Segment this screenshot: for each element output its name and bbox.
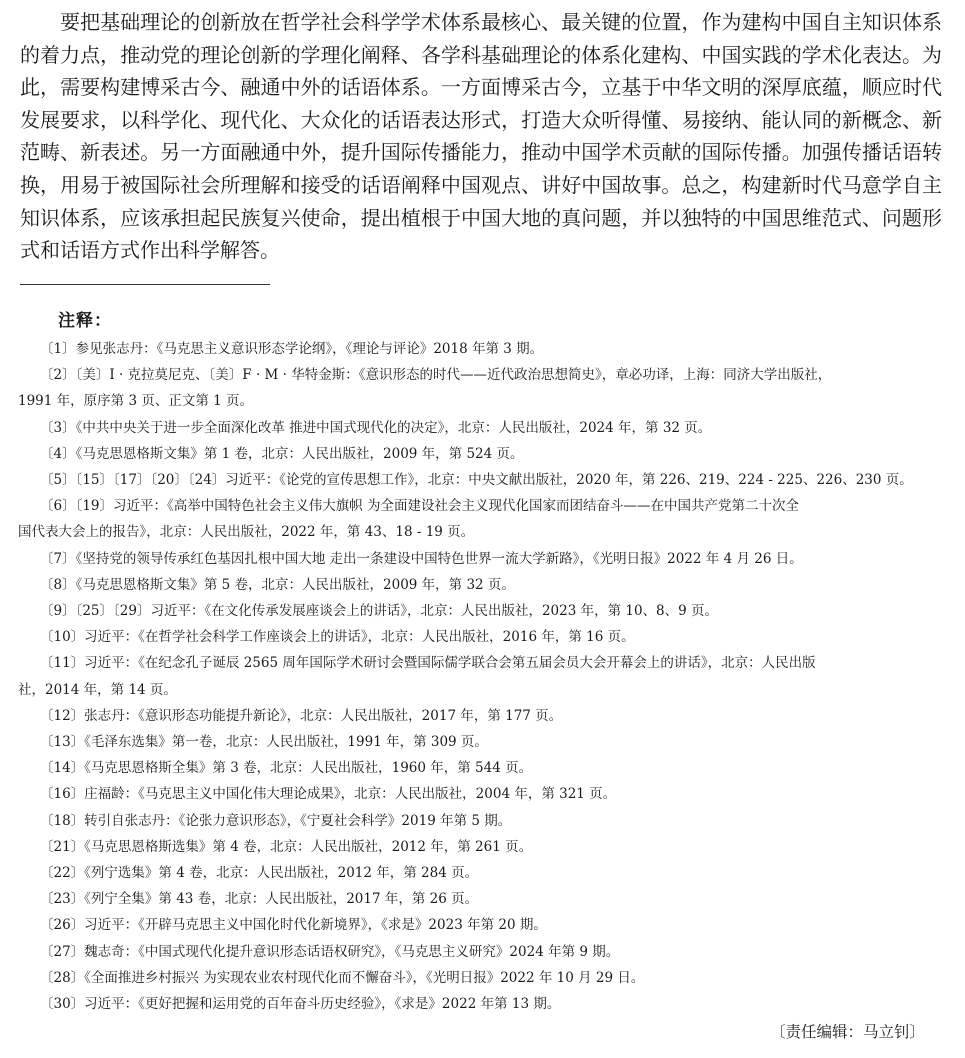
footnote-text: 〔14〕《马克思恩格斯全集》第 3 卷，北京：人民出版社，1960 年，第 544 页。: [40, 760, 533, 777]
footnote-item: [18, 598, 928, 624]
footnote-continuation: 1991 年，原序第 3 页、正文第 1 页。: [18, 393, 253, 410]
footnote-text: 〔3〕《中共中央关于进一步全面深化改革 推进中国式现代化的决定》，北京：人民出版社，2024 年，第 32 页。: [40, 419, 712, 436]
footnote-item: [18, 886, 928, 912]
footnote-item: [18, 860, 928, 886]
footnote-text: 〔4〕《马克思恩格斯文集》第 1 卷，北京：人民出版社，2009 年，第 524 页。: [40, 445, 524, 462]
footnote-text: 〔18〕转引自张志丹：《论张力意识形态》，《宁夏社会科学》2019 年第 5 期。: [40, 812, 512, 829]
footnote-item: [18, 755, 928, 781]
footnote-item: [18, 362, 928, 414]
footnote-item: [18, 939, 928, 965]
footnote-text: 〔30〕习近平：《更好把握和运用党的百年奋斗历史经验》，《求是》2022 年第 13 期。: [40, 996, 561, 1013]
footnote-text: 〔11〕习近平：《在纪念孔子诞辰 2565 周年国际学术研讨会暨国际儒学联合会第五届会员大会开幕会上的讲话》，北京：人民出版: [40, 655, 816, 672]
footnote-item: [18, 336, 928, 362]
body-text: [20, 6, 942, 267]
footnote-item: [18, 834, 928, 860]
footnote-text: 〔10〕习近平：《在哲学社会科学工作座谈会上的讲话》，北京：人民出版社，2016 年，第 16 页。: [40, 629, 635, 646]
footnote-text: 〔1〕参见张志丹：《马克思主义意识形态学论纲》，《理论与评论》2018 年第 3 期。: [40, 341, 544, 357]
footnote-text: 〔12〕张志丹：《意识形态功能提升新论》，北京：人民出版社，2017 年，第 177 页。: [40, 707, 563, 724]
footnote-item: [18, 781, 928, 807]
footnote-continuation: 国代表大会上的报告》，北京：人民出版社，2022 年，第 43、18 - 19 页。: [18, 524, 475, 541]
footnote-text: 〔21〕《马克思恩格斯选集》第 4 卷，北京：人民出版社，2012 年，第 261 页。: [40, 838, 533, 855]
footnote-item: [18, 703, 928, 729]
footnote-text: 〔16〕庄福龄：《马克思主义中国化伟大理论成果》，北京：人民出版社，2004 年，第 321 页。: [40, 786, 617, 803]
footnote-text: 〔28〕《全面推进乡村振兴 为实现农业农村现代化而不懈奋斗》，《光明日报》2022 年 10 月 29 日。: [40, 969, 645, 986]
footnote-item: [18, 572, 928, 598]
notes-list: [18, 336, 928, 1017]
footnote-item: [18, 965, 928, 991]
footnote-item: [18, 441, 928, 467]
notes-title: 注释：: [58, 311, 112, 331]
footnote-item: [18, 546, 928, 572]
footnote-item: [18, 467, 928, 493]
footnote-item: [18, 624, 928, 650]
footnote-item: [18, 808, 928, 834]
footnote-text: 〔7〕《坚持党的领导传承红色基因扎根中国大地 走出一条建设中国特色世界一流大学新路》，《光明日报》2022 年 4 月 26 日。: [40, 550, 803, 567]
footnote-item: [18, 493, 928, 545]
footnote-text: 〔27〕魏志奇：《中国式现代化提升意识形态话语权研究》，《马克思主义研究》2024 年第 9 期。: [40, 943, 620, 960]
footnote-text: 〔22〕《列宁选集》第 4 卷，北京：人民出版社，2012 年，第 284 页。: [40, 865, 479, 882]
footnote-text: 〔13〕《毛泽东选集》第一卷，北京：人民出版社，1991 年，第 309 页。: [40, 734, 488, 751]
footnote-continuation: 社，2014 年，第 14 页。: [18, 681, 177, 698]
footnote-text: 〔26〕习近平：《开辟马克思主义中国化时代化新境界》，《求是》2023 年第 20 期。: [40, 917, 547, 934]
footnote-separator: [20, 284, 270, 285]
footnote-item: [18, 415, 928, 441]
footnote-text: 〔8〕《马克思恩格斯文集》第 5 卷，北京：人民出版社，2009 年，第 32 页。: [40, 576, 515, 593]
footnote-text: 〔5〕〔15〕〔17〕〔20〕〔24〕习近平：《论党的宣传思想工作》，北京：中央文献出版社，2020 年，第 226、219、224 - 225、226、230 页。: [40, 472, 913, 489]
footnote-item: [18, 912, 928, 938]
footnote-item: [18, 650, 928, 702]
footnote-item: [18, 729, 928, 755]
footnote-text: 〔23〕《列宁全集》第 43 卷，北京：人民出版社，2017 年，第 26 页。: [40, 891, 479, 908]
footnote-text: 〔9〕〔25〕〔29〕习近平：《在文化传承发展座谈会上的讲话》，北京：人民出版社，2023 年，第 10、8、9 页。: [40, 603, 719, 620]
body-paragraph: 要把基础理论的创新放在哲学社会科学学术体系最核心、最关键的位置，作为建构中国自主知识体系的着力点，推动党的理论创新的学理化阐释、各学科基础理论的体系化建构、中国实践的学术化表达。为此，需要构建博采古今、融通中外的话语体系。一方面博采古今，立基于中华文明的深厚底蕴，顺应时代发展要求，以科学化、现代化、大众化的话语表达形式，打造大众听得懂、易接纳、能认同的新概念、新范畴、新表述。另一方面融通中外，提升国际传播能力，推动中国学术贡献的国际传播。加强传播话语转换，用易于被国际社会所理解和接受的话语阐释中国观点、讲好中国故事。总之，构建新时代马意学自主知识体系，应该承担起民族复兴使命，提出植根于中国大地的真问题，并以独特的中国思维范式、问题形式和话语方式作出科学解答。: [20, 10, 942, 263]
footnote-text: 〔2〕〔美〕I · 克拉莫尼克、〔美〕F · M · 华特金斯：《意识形态的时代——近代政治思想简史》，章必功译，上海：同济大学出版社，: [40, 367, 832, 384]
responsible-editor: 〔责任编辑：马立钊〕: [769, 1023, 925, 1041]
footnote-item: [18, 991, 928, 1017]
footnote-text: 〔6〕〔19〕习近平：《高举中国特色社会主义伟大旗帜 为全面建设社会主义现代化国家而团结奋斗——在中国共产党第二十次全: [40, 498, 800, 515]
